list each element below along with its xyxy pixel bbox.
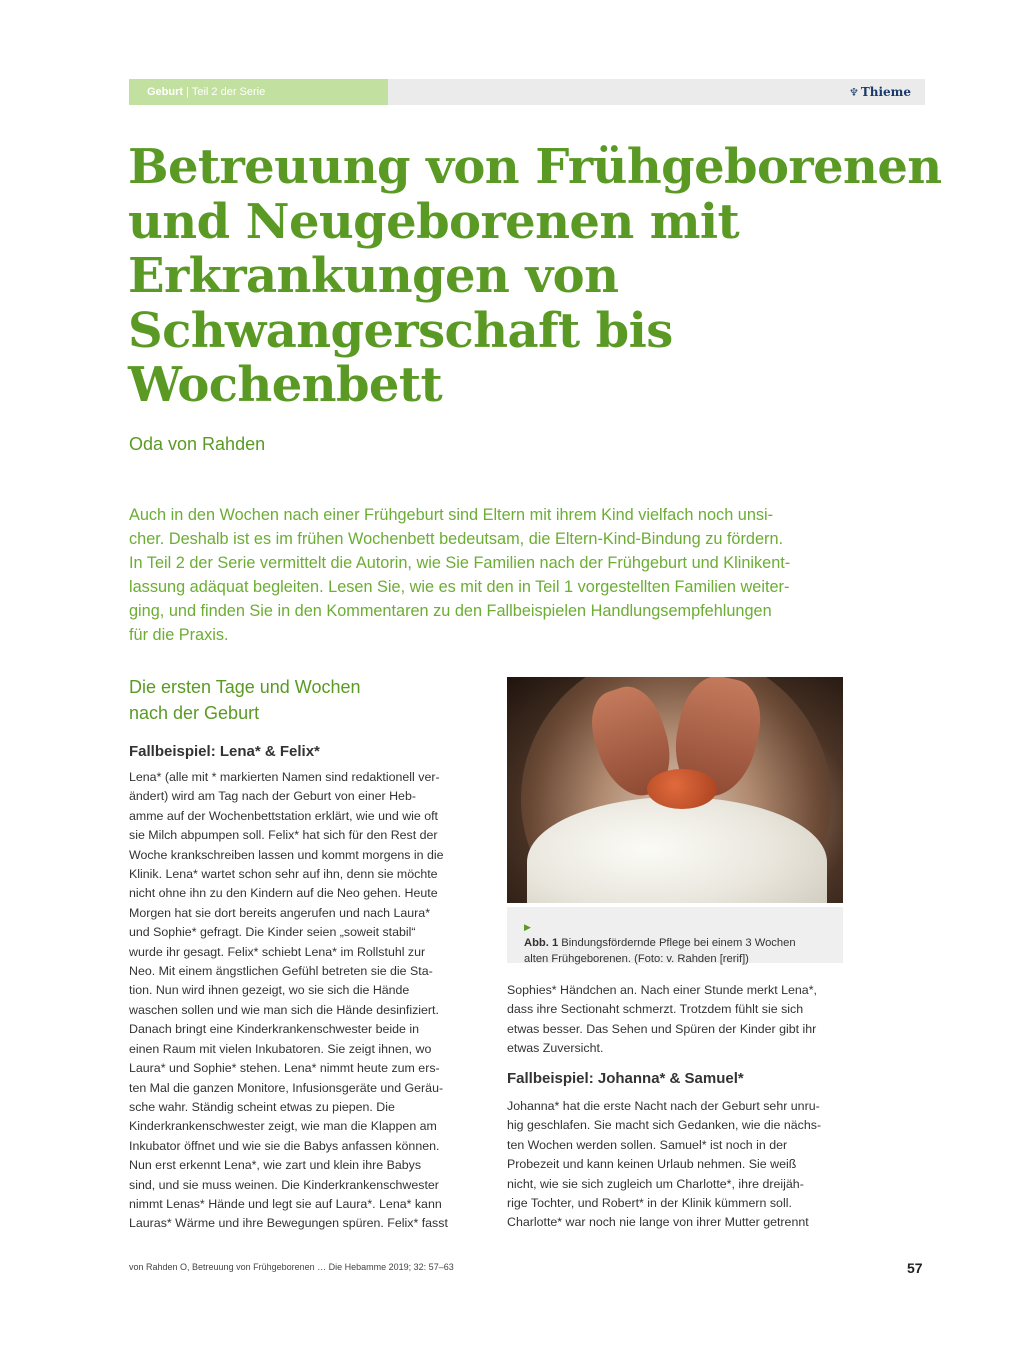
section-heading: [129, 674, 459, 726]
text-line: Neo. Mit einem ängstlichen Gefühl betreten sie die Sta-: [129, 964, 433, 979]
text-line: Johanna* hat die erste Nacht nach der Geburt sehr unru-: [507, 1099, 820, 1113]
separator: |: [186, 86, 189, 98]
header-bar: [129, 79, 925, 105]
text-line: sind, und sie muss weinen. Die Kinderkrankenschwester: [129, 1177, 439, 1192]
publisher-logo: [849, 79, 911, 105]
text-line: Lena* (alle mit * markierten Namen sind redaktionell ver-: [129, 770, 440, 784]
right-column-text-1: [507, 981, 843, 1059]
text-line: amme auf der Wochenbettstation erklärt, wie und wie oft: [129, 808, 439, 823]
text-line: Nun erst erkennt Lena*, wie zart und klein ihre Babys: [129, 1158, 422, 1173]
section-heading-line: nach der Geburt: [129, 703, 260, 723]
text-line: Lauras* Wärme und ihre Bewegungen spüren. Felix* fasst: [129, 1216, 448, 1231]
article-title: [128, 139, 942, 413]
case-heading-johanna-samuel: Fallbeispiel: Johanna* & Samuel*: [507, 1070, 744, 1087]
text-line: Sophies* Händchen an. Nach einer Stunde merkt Lena*,: [507, 983, 817, 997]
text-line: Charlotte* war noch nie lange von ihrer Mutter getrennt: [507, 1215, 809, 1230]
text-line: etwas besser. Das Sehen und Spüren der Kinder gibt ihr: [507, 1021, 817, 1036]
text-line: einen Raum mit vielen Inkubatoren. Sie zeigt ihnen, wo: [129, 1041, 432, 1056]
brand-name: Thieme: [860, 85, 911, 99]
abstract-line: für die Praxis.: [129, 626, 229, 644]
figure-label: Abb. 1: [524, 937, 559, 949]
caption-arrow-icon: ▶: [524, 922, 531, 932]
footer-citation: von Rahden O, Betreuung von Frühgeborenen … Die Hebamme 2019; 32: 57–63: [129, 1262, 454, 1272]
text-line: und Sophie* gefragt. Die Kinder seien „soweit stabil“: [129, 925, 416, 940]
text-line: nicht ohne ihn zu den Kindern auf die Neo gehen. Heute: [129, 886, 438, 901]
author-name: Oda von Rahden: [129, 434, 266, 454]
text-line: Kinderkrankenschwester zeigt, wie man die Klappen am: [129, 1119, 437, 1134]
abstract-line: cher. Deshalb ist es im frühen Wochenbett bedeutsam, die Eltern-Kind-Bindung zu fördern.: [129, 530, 784, 548]
text-line: Probezeit und kann keinen Urlaub nehmen. Sie weiß: [507, 1157, 797, 1172]
text-line: wurde ihr gesagt. Felix* schiebt Lena* im Rollstuhl zur: [129, 944, 426, 959]
title-line: und Neugeborenen mit: [128, 193, 740, 250]
right-column-text-2: [507, 1097, 843, 1233]
case-heading-lena-felix: Fallbeispiel: Lena* & Felix*: [129, 743, 320, 760]
title-line: Betreuung von Frühgeborenen: [128, 139, 942, 195]
text-line: hig geschlafen. Sie macht sich Gedanken, wie die nächs-: [507, 1118, 822, 1133]
abstract-line: In Teil 2 der Serie vermittelt die Autorin, wie Sie Familien nach der Frühgeburt und Klinikent-: [129, 554, 791, 572]
abstract-line: lassung adäquat begleiten. Lesen Sie, wie es mit den in Teil 1 vorgestellten Familien weiter-: [129, 578, 790, 596]
photo-baby: [647, 769, 717, 809]
text-line: ten Mal die ganzen Monitore, Infusionsgeräte und Geräu-: [129, 1080, 444, 1095]
text-line: Woche krankschreiben lassen und kommt morgens in die: [129, 847, 444, 862]
text-line: sie Milch abpumpen soll. Felix* hat sich für den Rest der: [129, 828, 438, 843]
text-line: ändert) wird am Tag nach der Geburt von einer Heb-: [129, 789, 416, 804]
section-label: Geburt: [147, 86, 184, 98]
series-label-text: Teil 2 der Serie: [191, 86, 266, 98]
text-line: Klinik. Lena* wartet schon sehr auf ihn, denn sie möchte: [129, 867, 438, 882]
page-number: 57: [907, 1260, 923, 1276]
title-line: Erkrankungen von: [128, 248, 619, 304]
section-heading-line: Die ersten Tage und Wochen: [129, 677, 361, 697]
text-line: etwas Zuversicht.: [507, 1041, 604, 1056]
text-line: Laura* und Sophie* stehen. Lena* nimmt heute zum ers-: [129, 1061, 440, 1076]
title-line: Wochenbett: [128, 357, 443, 413]
text-line: rige Tochter, und Robert* in der Klinik kümmern soll.: [507, 1196, 792, 1211]
text-line: nimmt Lenas* Hände und legt sie auf Laura*. Lena* kann: [129, 1196, 442, 1211]
thieme-logo-icon: ♆: [848, 86, 859, 99]
abstract-line: Auch in den Wochen nach einer Frühgeburt sind Eltern mit ihrem Kind vielfach noch unsi-: [129, 506, 774, 524]
caption-text: Bindungsfördernde Pflege bei einem 3 Wochen: [561, 937, 796, 949]
caption-line: [524, 919, 829, 951]
text-line: tion. Nun wird ihnen gezeigt, wo sie sich die Hände: [129, 983, 410, 998]
left-column-text: [129, 768, 465, 1234]
text-line: Morgen hat sie dort bereits angerufen und nach Laura*: [129, 905, 431, 920]
text-line: nicht, wie sie sich zugleich um Charlotte*, ihre dreijäh-: [507, 1176, 804, 1191]
text-line: sche wahr. Ständig scheint etwas zu piepen. Die: [129, 1099, 395, 1114]
series-label: [129, 79, 388, 105]
text-line: ten Wochen werden sollen. Samuel* ist noch in der: [507, 1137, 788, 1152]
text-line: Danach bringt eine Kinderkrankenschwester beide in: [129, 1022, 419, 1037]
text-line: Inkubator öffnet und wie sie die Babys anfassen können.: [129, 1138, 440, 1153]
title-line: Schwangerschaft bis: [128, 302, 673, 359]
abstract-line: ging, und finden Sie in den Kommentaren zu den Fallbeispielen Handlungsempfehlungen: [129, 602, 772, 620]
caption-line: alten Frühgeborenen. (Foto: v. Rahden [rerif]): [524, 953, 749, 965]
text-line: dass ihre Sectionaht schmerzt. Trotzdem fühlt sie sich: [507, 1002, 804, 1017]
figure-caption: [507, 907, 843, 963]
article-abstract: [129, 503, 859, 647]
figure-photo: [507, 677, 843, 903]
text-line: waschen sollen und wie man sich die Hände desinfiziert.: [129, 1002, 439, 1017]
